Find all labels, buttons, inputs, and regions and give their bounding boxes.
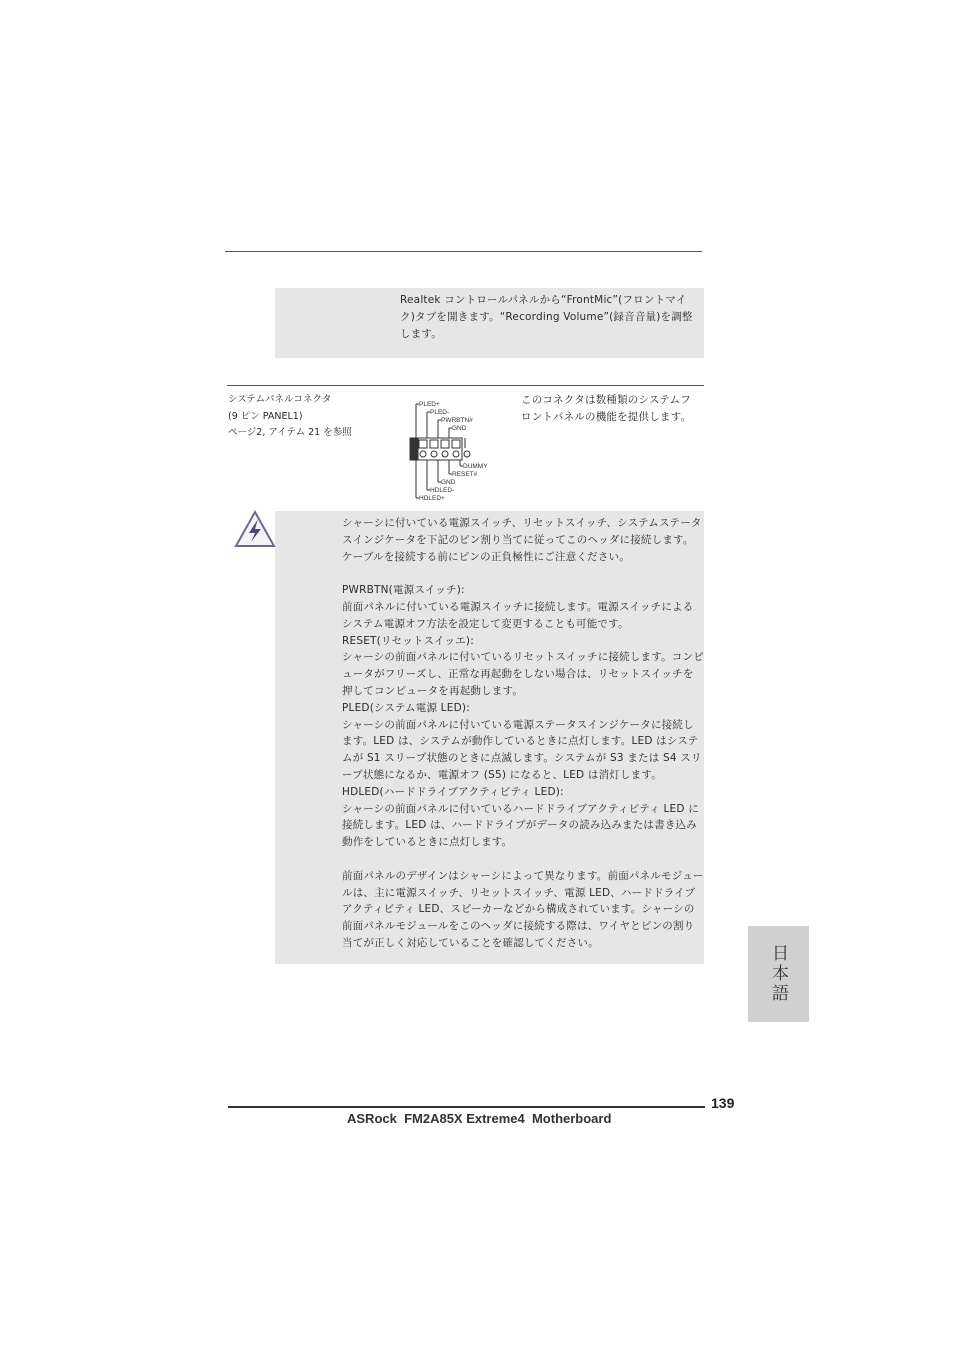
- hdled-title: HDLED(ハードドライブアクティビティ LED):: [342, 785, 564, 798]
- caution-text: [342, 515, 704, 952]
- connector-pins: (9 ピン PANEL1): [228, 410, 303, 422]
- label-pled-minus: PLED-: [430, 409, 450, 416]
- reset-body: シャーシの前面パネルに付いているリセットスイッチに接続します。コンピュータがフリーズし、正常な再起動をしない場合は、リセットスイッチを押してコンピュータを再起動します。: [342, 651, 704, 697]
- pled-body: シャーシの前面パネルに付いている電源ステータスインジケータに接続します。LED は、システムが動作しているときに点灯します。LED はシステムが S1 スリープ状態のときに点滅します。システムが S3 または S4 スリープ状態になるか、電源オフ (S5) になると、LED は消灯します。: [342, 718, 702, 781]
- language-tab: [748, 926, 809, 1022]
- hdled-body: シャーシの前面パネルに付いているハードドライブアクティビティ LED に接続します。LED は、ハードドライブがデータの読み込みまたは書き込み動作をしているときに点灯します。: [342, 802, 699, 849]
- connector-title: システムパネルコネクタ: [228, 394, 332, 405]
- warning-icon: [233, 509, 277, 549]
- footer-model: ASRock FM2A85X Extreme4 Motherboard: [347, 1111, 612, 1126]
- audio-note-text: Realtek コントロールパネルから“FrontMic”(フロントマイク)タブを開きます。“Recording Volume”(録音音量)を調整します。: [400, 294, 693, 340]
- label-gnd-bottom: GND: [441, 479, 456, 486]
- reset-title: RESET(リセットスイッエ):: [342, 634, 474, 647]
- connector-description: このコネクタは数種類のシステムフロントパネルの機能を提供します。: [521, 394, 692, 423]
- top-rule: [225, 251, 702, 252]
- section-rule: [227, 385, 704, 386]
- connector-ref: ページ2, アイテム 21 を参照: [228, 427, 352, 438]
- caution-intro: シャーシに付いている電源スイッチ、リセットスイッチ、システムステータスインジケータを下記のピン割り当てに従ってこのヘッダに接続します。ケーブルを接続する前にピンの正負極性にご注意ください。: [342, 517, 702, 563]
- connector-info: [228, 392, 398, 442]
- caution-outro: 前面パネルのデザインはシャーシによって異なります。前面パネルモジュールは、主に電源スイッチ、リセットスイッチ、電源 LED、ハードドライブアクティビティ LED、スピーカーなどから構成されています。シャーシの前面パネルモジュールをこのヘッダに接続する際は、ワイヤとピンの割り当てが正しく対応していることを確認してください。: [342, 869, 704, 949]
- page-number: 139: [711, 1095, 735, 1111]
- label-hdled-plus: HDLED+: [419, 495, 445, 502]
- footer-rule: [228, 1106, 705, 1108]
- pled-title: PLED(システム電源 LED):: [342, 701, 470, 714]
- label-hdled-minus: HDLED-: [430, 487, 455, 494]
- pwrbtn-body: 前面パネルに付いている電源スイッチに接続します。電源スイッチによるシステム電源オフ方法を設定して変更することも可能です。: [342, 600, 694, 630]
- language-tab-label: 日本語: [768, 944, 788, 1004]
- panel-pin-diagram: [405, 398, 495, 502]
- label-dummy: DUMMY: [463, 463, 488, 470]
- pwrbtn-title: PWRBTN(電源スイッチ):: [342, 584, 465, 597]
- label-pwrbtn: PWRBTN#: [441, 417, 473, 424]
- label-gnd-top: GND: [452, 425, 467, 432]
- label-reset: RESET#: [452, 471, 478, 478]
- label-pled-plus: PLED+: [419, 401, 440, 408]
